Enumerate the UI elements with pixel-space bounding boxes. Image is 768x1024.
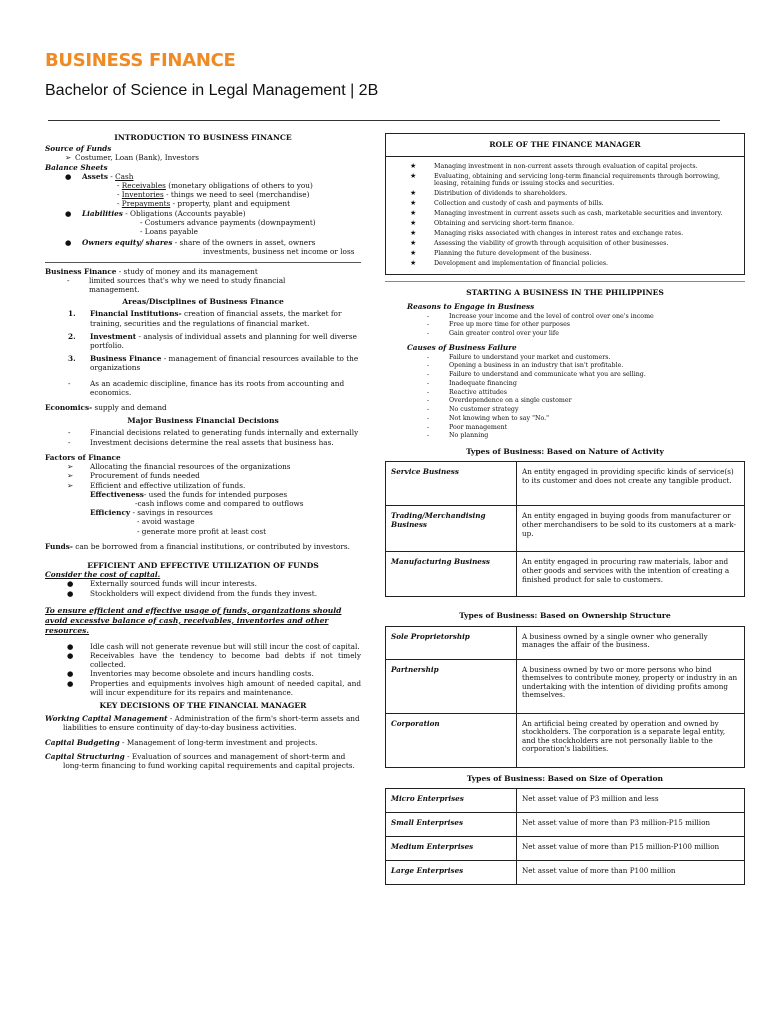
- factor-item: ➢ Procurement of funds needed: [67, 471, 200, 481]
- size-table: [385, 788, 745, 885]
- business-finance-label: Business Finance: [45, 266, 117, 276]
- ensure-bullet: ● Inventories may become obsolete and incurs handling costs.: [67, 669, 314, 679]
- star-bullet-icon: ★: [410, 171, 417, 180]
- header-divider: [48, 120, 720, 121]
- inventories-def: - things we need to seel (merchandise): [166, 190, 310, 200]
- star-bullet-icon: ★: [410, 162, 417, 170]
- role-item: ★ Planning the future development of the business.: [410, 248, 592, 257]
- efficient-heading: EFFICIENT AND EFFECTIVE UTILIZATION OF FUNDS: [87, 560, 319, 570]
- economics-def: supply and demand: [94, 403, 167, 413]
- source-of-funds-label: Source of Funds: [45, 144, 112, 154]
- factor-item: ➢ Efficient and effective utilization of funds.: [67, 480, 246, 490]
- nature-heading: Types of Business: Based on Nature of Activity: [466, 447, 664, 457]
- table-row: Large Enterprises Net asset value of more than P100 million: [386, 860, 745, 884]
- assets-label: Assets: [81, 171, 108, 181]
- business-finance-sub: limited sources that's why we need to study financial management.: [89, 275, 286, 295]
- areas-note: - As an academic discipline, finance has its roots from accounting and economics.: [68, 378, 345, 397]
- efficiency-sub1: - avoid wastage: [137, 517, 195, 527]
- table-row: Micro Enterprises Net asset value of P3 million and less: [386, 788, 745, 812]
- area-item: 2. Investment - analysis of individual assets and planning for well diverse portfolio.: [68, 331, 357, 351]
- role-list: [386, 157, 744, 274]
- prepayments-term: Prepayments: [121, 199, 171, 209]
- starting-heading: STARTING A BUSINESS IN THE PHILIPPINES: [466, 287, 664, 297]
- ensure-bullet: ● Properties and equipments involves high amount of needed capital, and will incur expenditure for its repairs and maintenance.: [67, 678, 361, 697]
- eff-bullet: ● Externally sourced funds will incur interests.: [67, 579, 257, 589]
- receivables-def: (monetary obligations of others to you): [168, 181, 313, 191]
- reasons-label: Reasons to Engage in Business: [407, 301, 535, 311]
- role-item: ★ Distribution of dividends to shareholders.: [410, 189, 568, 198]
- table-row: Trading/Merchandising Business An entity engaged in buying goods from manufacturer or other merchandisers to be sold to its customers at a mark-up.: [386, 506, 745, 552]
- left-column: INTRODUCTION TO BUSINESS FINANCE Source of Funds ➢ Costumer, Loan (Bank), Investors Balance Sheets ● Assets - Cash - Receivables (monetary obligations of others to you) - Inventories - things we need to seel (merchandise) - Prepayments - property, plant and equipment ● Liabilities - Obligations (Accounts payable) - Costumers advance payments (downpayment) - Loans payable ● Owners equity/ shares - share of the owners in asset, owners investments, business net income or loss Business Finance - study of money and its management - limited sources that's why we need to study financial management. Areas/Disciplines of Business Finance 1. Financial Institutions- creation of financial assets, the market for training, securities and the regulations of financial market. 2. Investment - analysis of individual assets and planning for well diverse portfolio. 3. Business Finance - management of financial resources available to the organizations - As an academic discipline, finance has its roots from accounting and economics. Economics- supply and demand Major Business Financial Decisions - Financial decisions related to generating funds internally and externally - Investment decisions determine the real assets that business has. Factors of Finance ➢ Allocating the financial resources of the organizations ➢ Procurement of funds needed ➢ Efficient and effective utilization of funds. Effectiveness- used the funds for intended purposes -cash inflows come and compared to outflows Efficiency - savings in resources - avoid wastage - generate more profit at least cost Funds- can be borrowed from a financial institutions, or contributed by investors. EFFICIENT AND EFFECTIVE UTILIZATION OF FUNDS Consider the cost of capital. ● Externally sourced funds will incur interests. ● Stockholders will expect dividend from the funds they invest. To ensure efficient and effective usage of funds, organizations should avoid excessive balance of cash, receivables, inventories and other resources. ● Idle cash will not generate revenue but will still incur the cost of capital. ● Receivables have the tendency to become bad debts if not timely collected. ● Inventories may become obsolete and incurs handling costs. ● Properties and equipments involves high amount of needed capital, and will incur expenditure for its repairs and maintenance. KEY DECISIONS OF THE FINANCIAL MANAGER Working Capital Management - Administration of the firm's short-term assets and liabilities to ensure continuity of day-to-day business activities. Capital Budgeting - Management of long-term investment and projects. Capital Structuring - Evaluation of sources and management of short-term and long-term financing to fund working capital requirements and capital projects.: [45, 133, 361, 770]
- owners-equity-label: Owners equity/ shares: [81, 238, 173, 248]
- areas-heading: Areas/Disciplines of Business Finance: [122, 297, 284, 307]
- table-row: Medium Enterprises Net asset value of more than P15 million-P100 million: [386, 836, 745, 860]
- page-subtitle: Bachelor of Science in Legal Management | 2B: [45, 82, 379, 99]
- key-item: Capital Structuring - Evaluation of sources and management of short-term and long-term financing to fund working capital requirements and capital projects.: [45, 751, 355, 770]
- star-bullet-icon: ★: [410, 209, 417, 218]
- role-item: ★ Evaluating, obtaining and servicing long-term financial requirements through borrowing, leasing, retaining funds or issuing stocks and securities.: [410, 171, 721, 188]
- role-item: ★ Managing investment in non-current assets through evaluation of capital projects.: [410, 162, 698, 170]
- role-item: ★ Collection and custody of cash and payments of bills.: [410, 199, 604, 208]
- decisions-heading: Major Business Financial Decisions: [127, 416, 279, 426]
- consider-cost-text: Consider the cost of capital.: [45, 570, 161, 580]
- star-bullet-icon: ★: [410, 189, 417, 198]
- efficiency-def: - savings in resources: [132, 508, 213, 518]
- table-row: Service Business An entity engaged in providing specific kinds of service(s) to its customer and does not create any tangible product.: [386, 462, 745, 506]
- factors-label: Factors of Finance: [45, 452, 121, 462]
- liabilities-sub1: - Costumers advance payments (downpayment): [140, 217, 316, 227]
- liabilities-label: Liabilities: [81, 208, 123, 218]
- star-bullet-icon: ★: [410, 248, 417, 257]
- bullet-icon: ●: [65, 208, 72, 218]
- ensure-list: [45, 642, 361, 697]
- bullet-icon: ●: [65, 238, 72, 248]
- ownership-table: [385, 626, 745, 768]
- star-bullet-icon: ★: [410, 228, 417, 237]
- balance-sheets-label: Balance Sheets: [45, 162, 108, 172]
- area-item: 3. Business Finance - management of financial resources available to the organizations: [68, 354, 359, 373]
- area-item: 1. Financial Institutions- creation of financial assets, the market for training, securities and the regulations of financial market.: [68, 309, 342, 328]
- economics-label: Economics-: [45, 403, 93, 413]
- liabilities-sub2: - Loans payable: [140, 227, 198, 237]
- ownership-heading: Types of Business: Based on Ownership Structure: [459, 611, 671, 621]
- arrow-bullet-icon: ➢: [67, 480, 74, 490]
- role-box: [385, 133, 745, 275]
- section-divider: [385, 281, 745, 282]
- table-row: Corporation An artificial being created by operation and owned by stockholders. The corporation is a separate legal entity, and the stockholders are not personally liable to the corporation's liabilities.: [386, 713, 745, 767]
- funds-label: Funds-: [45, 541, 73, 551]
- owners-equity-def: - share of the owners in asset, owners: [174, 238, 316, 248]
- role-item: ★ Obtaining and servicing short-term finance.: [410, 219, 574, 228]
- efficiency-sub2: - generate more profit at least cost: [137, 526, 267, 536]
- ensure-bullet: ● Receivables have the tendency to become bad debts if not timely collected.: [67, 650, 361, 670]
- causes-list: - Failure to understand your market and customers. - Opening a business in an industry that isn't profitable. - Failure to understand and communicate what you are selling. - Inadequate financing - Reactive attitudes - Overdependence on a single customer - No customer strategy - Not knowing when to say "No." - Poor management - No planning: [427, 353, 646, 440]
- ensure-bullet: ● Idle cash will not generate revenue but will still incur the cost of capital.: [67, 641, 360, 651]
- decision-item: - Investment decisions determine the real assets that business has.: [68, 437, 334, 447]
- source-of-funds-item: Costumer, Loan (Bank), Investors: [75, 153, 200, 163]
- assets-cash: Cash: [115, 171, 134, 181]
- decision-item: - Financial decisions related to generating funds internally and externally: [68, 428, 359, 438]
- efficiency-term: Efficiency: [90, 508, 131, 518]
- arrow-bullet-icon: ➢: [65, 153, 72, 163]
- funds-def: can be borrowed from a financial institutions, or contributed by investors.: [75, 541, 350, 551]
- role-heading: ROLE OF THE FINANCE MANAGER: [386, 134, 744, 157]
- size-heading: Types of Business: Based on Size of Operation: [466, 773, 664, 783]
- causes-label: Causes of Business Failure: [407, 343, 517, 353]
- table-row: Sole Proprietorship A business owned by a single owner who generally manages the affair of the business.: [386, 626, 745, 659]
- intro-heading: INTRODUCTION TO BUSINESS FINANCE: [114, 133, 292, 142]
- effectiveness-sub: -cash inflows come and compared to outflows: [135, 498, 304, 508]
- table-row: Partnership A business owned by two or more persons who bind themselves to contribute money, property or industry in an undertaking with the intention of dividing profits among themselves.: [386, 659, 745, 713]
- key-item: Capital Budgeting - Management of long-term investment and projects.: [45, 737, 318, 747]
- receivables-term: Receivables: [121, 181, 166, 191]
- star-bullet-icon: ★: [410, 258, 417, 267]
- prepayments-def: - property, plant and equipment: [172, 199, 291, 209]
- section-divider: [45, 262, 361, 263]
- areas-list: [45, 309, 361, 397]
- reasons-list: - Increase your income and the level of control over one's income - Free up more time for other purposes - Gain greater control over your life: [427, 312, 654, 337]
- eff-bullet: ● Stockholders will expect dividend from the funds they invest.: [67, 588, 318, 598]
- effectiveness-term: Effectiveness: [90, 489, 144, 499]
- effectiveness-def: - used the funds for intended purposes: [143, 489, 288, 499]
- factor-item: ➢ Allocating the financial resources of the organizations: [67, 462, 291, 472]
- table-row: Small Enterprises Net asset value of more than P3 million-P15 million: [386, 812, 745, 836]
- key-decisions-heading: KEY DECISIONS OF THE FINANCIAL MANAGER: [99, 700, 307, 710]
- role-item: ★ Development and implementation of financial policies.: [410, 258, 609, 267]
- liabilities-def: - Obligations (Accounts payable): [125, 208, 246, 218]
- page-title: BUSINESS FINANCE: [45, 50, 236, 71]
- star-bullet-icon: ★: [410, 238, 417, 247]
- inventories-term: Inventories: [121, 190, 164, 200]
- star-bullet-icon: ★: [410, 199, 417, 208]
- table-row: Manufacturing Business An entity engaged in procuring raw materials, labor and other goods and services with the intention of creating a finished product for sale to customers.: [386, 552, 745, 597]
- role-item: ★ Managing risks associated with changes in interest rates and exchange rates.: [410, 228, 684, 237]
- bullet-icon: ●: [65, 171, 72, 181]
- nature-table: [385, 461, 745, 597]
- star-bullet-icon: ★: [410, 219, 417, 228]
- key-item: Working Capital Management - Administration of the firm's short-term assets and liabilities to ensure continuity of day-to-day business activities.: [45, 714, 360, 733]
- arrow-bullet-icon: ➢: [67, 471, 74, 481]
- owners-equity-def2: investments, business net income or loss: [203, 247, 355, 257]
- business-finance-def: - study of money and its management: [118, 266, 258, 276]
- role-item: ★ Assessing the viability of growth through acquisition of other businesses.: [410, 238, 669, 247]
- role-item: ★ Managing investment in current assets such as cash, marketable securities and inventory.: [410, 209, 723, 218]
- right-column: [385, 133, 745, 885]
- ensure-text: To ensure efficient and effective usage of funds, organizations should avoid excessive balance of cash, receivables, inventories and other resources.: [45, 605, 342, 635]
- arrow-bullet-icon: ➢: [67, 462, 74, 472]
